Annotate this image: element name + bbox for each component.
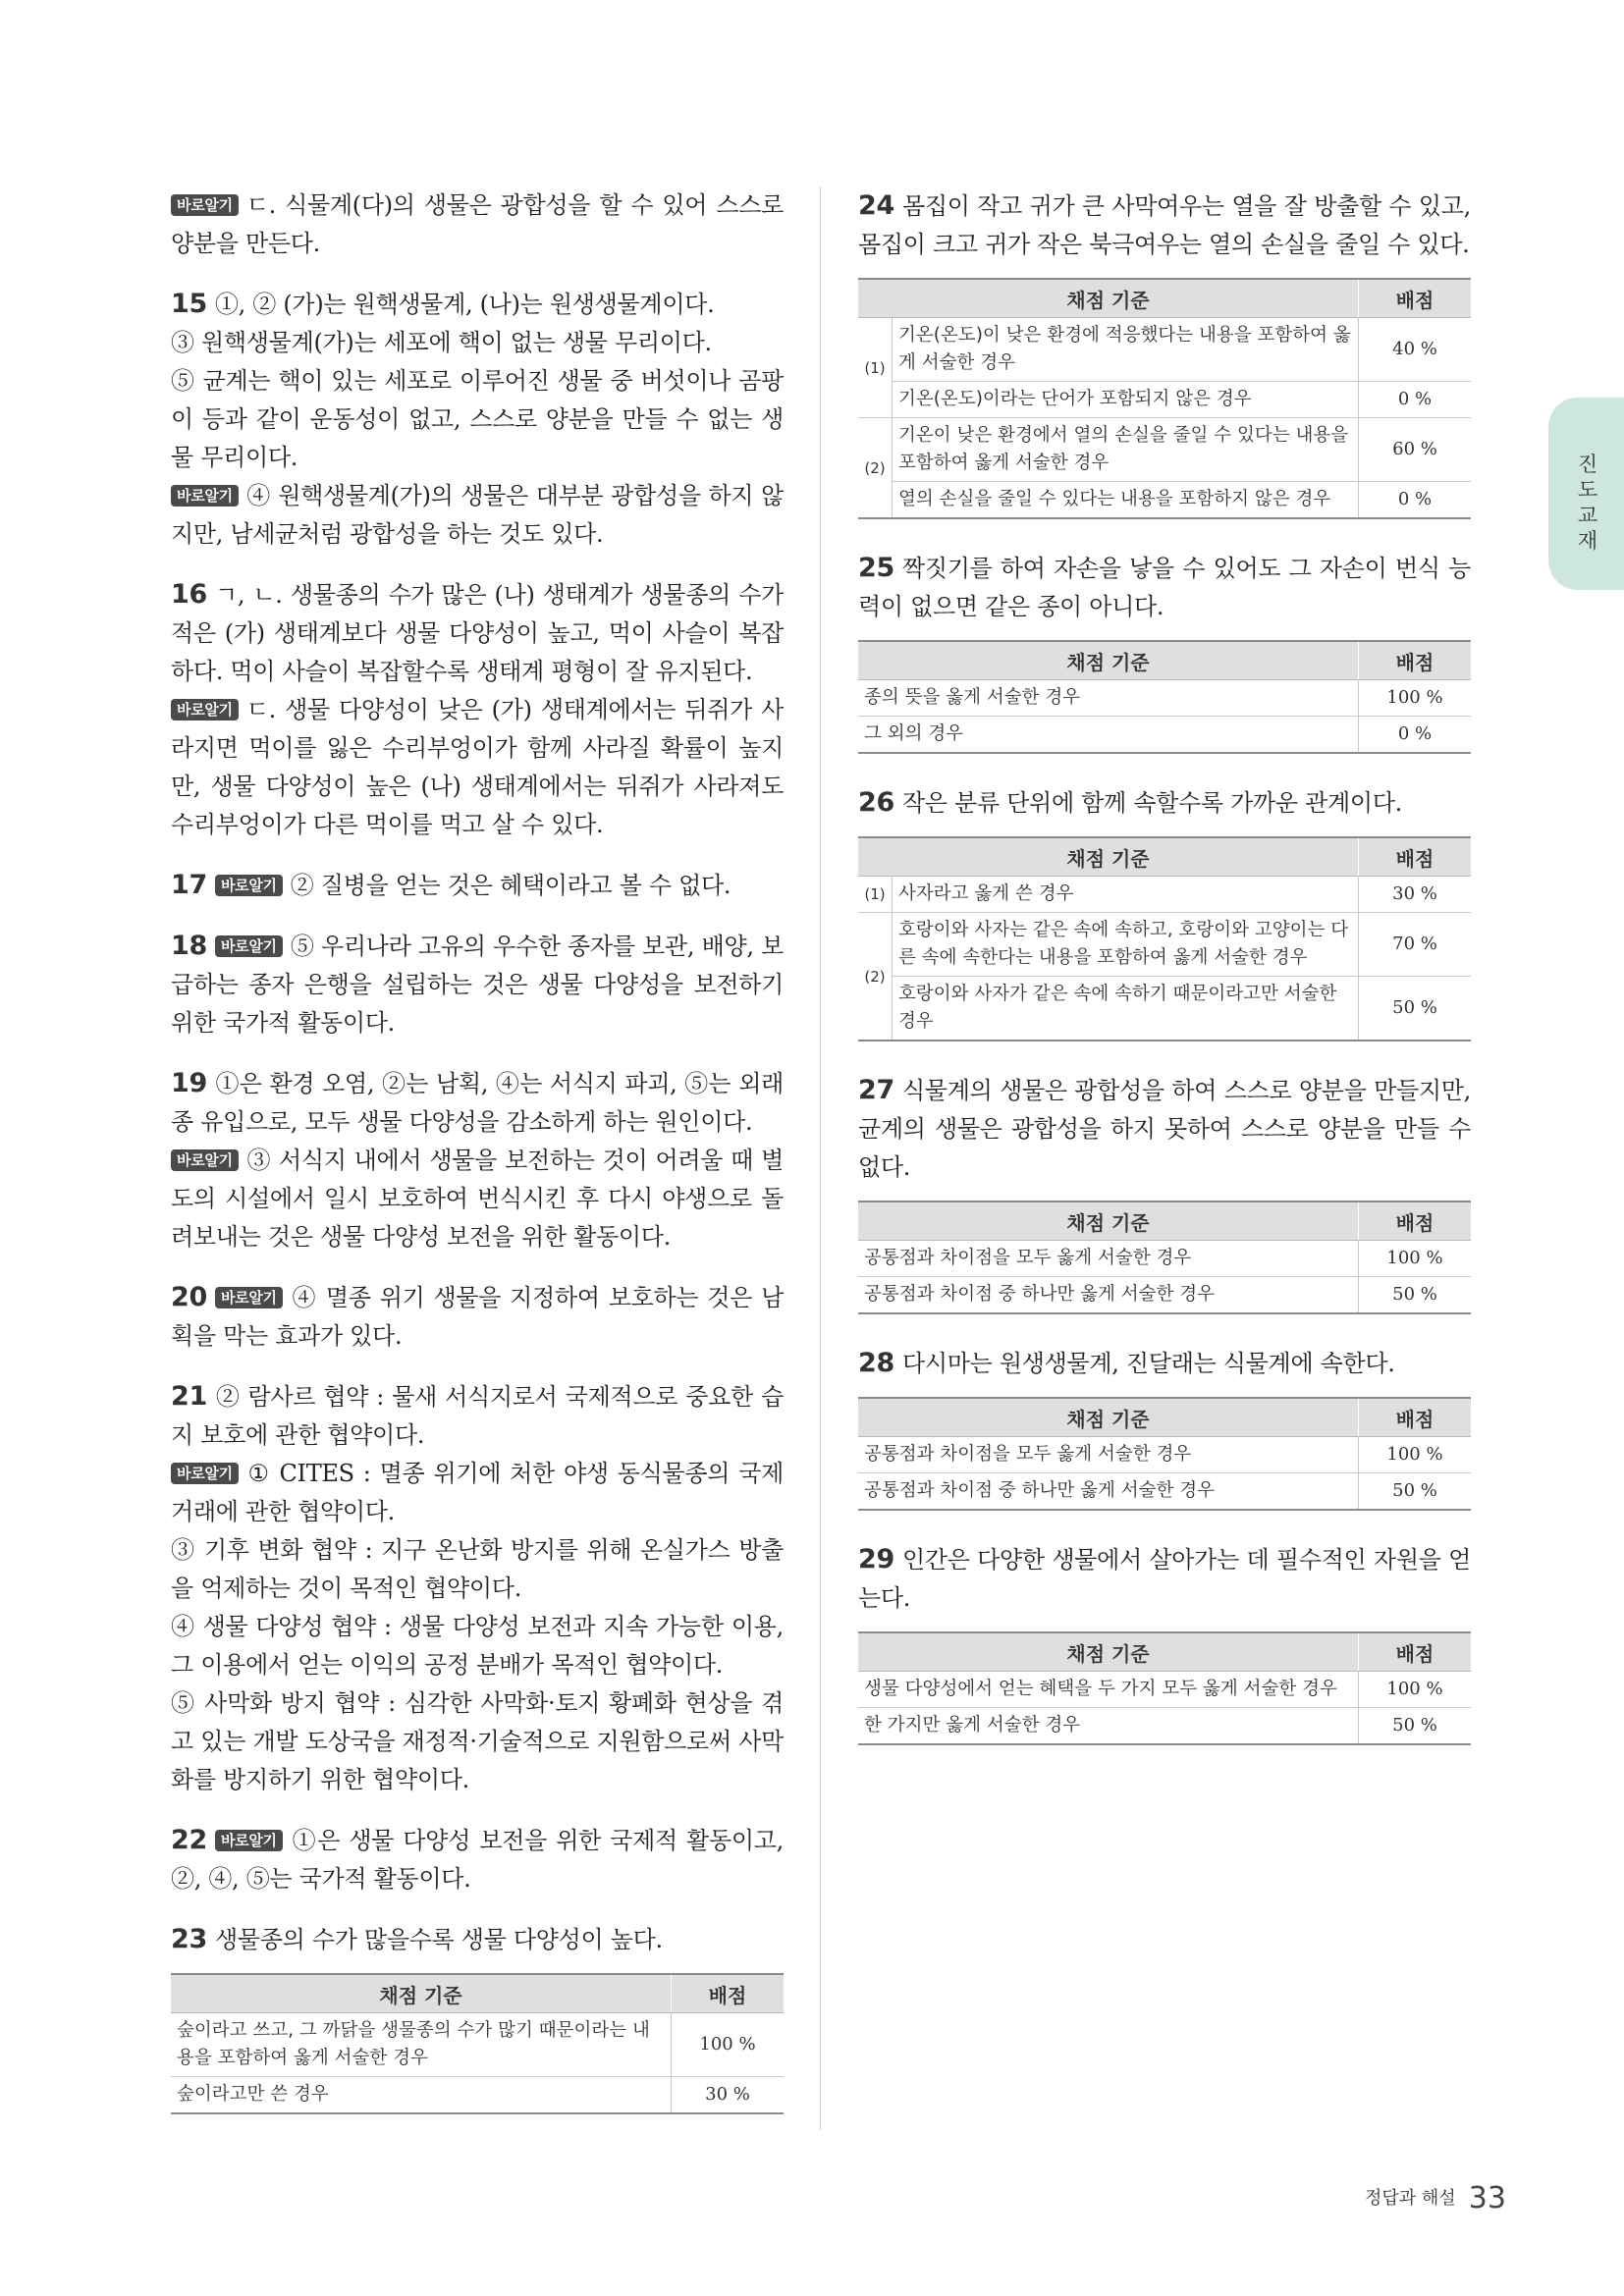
answer-20: 20 바로알기 ④ 멸종 위기 생물을 지정하여 보호하는 것은 남획을 막는 효과가 있다. <box>171 1282 784 1350</box>
side-tab-label: 진도 교재 <box>1577 453 1598 553</box>
scoring-table-28: 채점 기준 배점 공통점과 차이점을 모두 옳게 서술한 경우 100 % 공통점과 차이점 중 하나만 옳게 서술한 경우 50 % <box>858 1397 1471 1511</box>
question-number: 23 <box>171 1924 207 1954</box>
answer-23: 23 생물종의 수가 많을수록 생물 다양성이 높다. 채점 기준 배점 숲이라고 쓰고, 그 까닭을 생물종의 수가 많기 때문이라는 내용을 포함하여 옳게 서술한 경우 100 % 숲이라고만 쓴 경우 30 % <box>171 1920 784 2114</box>
table-row: 한 가지만 옳게 서술한 경우 50 % <box>858 1708 1471 1745</box>
left-column <box>171 187 784 2144</box>
table-row: 공통점과 차이점을 모두 옳게 서술한 경우 100 % <box>858 1437 1471 1473</box>
answer-22: 22 바로알기 ①은 생물 다양성 보전을 위한 국제적 활동이고, ②, ④, ⑤는 국가적 활동이다. <box>171 1825 784 1893</box>
answer-27: 27 식물계의 생물은 광합성을 하여 스스로 양분을 만들지만, 균계의 생물은 광합성을 하지 못하여 스스로 양분을 만들 수 없다. 채점 기준 배점 공통점과 차이점을 모두 옳게 서술한 경우 100 % 공통점과 차이점 중 하나만 옳게 서술한 경우 50 % <box>858 1071 1471 1314</box>
answer-25: 25 짝짓기를 하여 자손을 낳을 수 있어도 그 자손이 번식 능력이 없으면 같은 종이 아니다. 채점 기준 배점 종의 뜻을 옳게 서술한 경우 100 % 그 외의 경우 0 % <box>858 549 1471 754</box>
baro-badge: 바로알기 <box>171 485 239 507</box>
question-number: 27 <box>858 1075 894 1105</box>
answer-15: 15 ①, ② (가)는 원핵생물계, (나)는 원생생물계이다. ③ 원핵생물계(가)는 세포에 핵이 없는 생물 무리이다. ⑤ 균계는 핵이 있는 세포로 이루어진 생물 중 버섯이나 곰팡이 등과 같이 운동성이 없고, 스스로 양분을 만들 수 없는 생물 무리이다. 바로알기 ④ 원핵생물계(가)의 생물은 대부분 광합성을 하지 않지만, 남세균처럼 광합성을 하는 것도 있다. <box>171 289 784 548</box>
question-number: 18 <box>171 931 207 961</box>
table-row: 공통점과 차이점을 모두 옳게 서술한 경우 100 % <box>858 1241 1471 1277</box>
baro-badge: 바로알기 <box>215 935 283 957</box>
scoring-table-27: 채점 기준 배점 공통점과 차이점을 모두 옳게 서술한 경우 100 % 공통점과 차이점 중 하나만 옳게 서술한 경우 50 % <box>858 1201 1471 1314</box>
answer-29: 29 인간은 다양한 생물에서 살아가는 데 필수적인 자원을 얻는다. 채점 기준 배점 생물 다양성에서 얻는 혜택을 두 가지 모두 옳게 서술한 경우 100 % 한 가지만 옳게 서술한 경우 50 % <box>858 1540 1471 1745</box>
question-number: 21 <box>171 1381 207 1412</box>
baro-badge: 바로알기 <box>215 1830 283 1851</box>
table-row: 공통점과 차이점 중 하나만 옳게 서술한 경우 50 % <box>858 1277 1471 1314</box>
scoring-table-23: 채점 기준 배점 숲이라고 쓰고, 그 까닭을 생물종의 수가 많기 때문이라는 내용을 포함하여 옳게 서술한 경우 100 % 숲이라고만 쓴 경우 30 % <box>171 1973 784 2114</box>
question-number: 20 <box>171 1282 207 1312</box>
answer-28: 28 다시마는 원생생물계, 진달래는 식물계에 속한다. 채점 기준 배점 공통점과 차이점을 모두 옳게 서술한 경우 100 % 공통점과 차이점 중 하나만 옳게 서술한 경우 50 % <box>858 1344 1471 1511</box>
table-row: (1) 사자라고 옳게 쓴 경우 30 % <box>858 877 1471 913</box>
table-row: 숲이라고만 쓴 경우 30 % <box>171 2077 784 2114</box>
baro-badge: 바로알기 <box>215 875 283 896</box>
answer-24: 24 몸집이 작고 귀가 큰 사막여우는 열을 잘 방출할 수 있고, 몸집이 크고 귀가 작은 북극여우는 열의 손실을 줄일 수 있다. 채점 기준 배점 (1) 기온(온도)이 낮은 환경에 적응했다는 내용을 포함하여 옳게 서술한 경우 40 % 기온(온도)이라는 단어가 포함되지 않은 경우 0 % (2) 기온이 낮은 환경에서 열의 손실을 줄일 수 있다는 내용을 포함하여 옳게 서술한 경우 60 % 열의 손실을 줄일 수 있다는 내용을 포함하지 않은 경우 0 % <box>858 187 1471 519</box>
question-number: 16 <box>171 579 207 610</box>
footer-label: 정답과 해설 <box>1365 2188 1456 2209</box>
answer-18: 18 바로알기 ⑤ 우리나라 고유의 우수한 종자를 보관, 배양, 보급하는 종자 은행을 설립하는 것은 생물 다양성을 보전하기 위한 국가적 활동이다. <box>171 931 784 1037</box>
side-tab[interactable] <box>1548 398 1624 590</box>
table-row: 숲이라고 쓰고, 그 까닭을 생물종의 수가 많기 때문이라는 내용을 포함하여 옳게 서술한 경우 100 % <box>171 2013 784 2077</box>
answer-17: 17 바로알기 ② 질병을 얻는 것은 혜택이라고 볼 수 없다. <box>171 870 731 900</box>
answer-21: 21 ② 람사르 협약 : 물새 서식지로서 국제적으로 중요한 습지 보호에 관한 협약이다. 바로알기 ① CITES : 멸종 위기에 처한 야생 동식물종의 국제 거래에 관한 협약이다. ③ 기후 변화 협약 : 지구 온난화 방지를 위해 온실가스 방출을 억제하는 것이 목적인 협약이다. ④ 생물 다양성 협약 : 생물 다양성 보전과 지속 가능한 이용, 그 이용에서 얻는 이익의 공정 분배가 목적인 협약이다. ⑤ 사막화 방지 협약 : 심각한 사막화·토지 황폐화 현상을 겪고 있는 개발 도상국을 재정적·기술적으로 지원함으로써 사막화를 방지하기 위한 협약이다. <box>171 1381 784 1793</box>
question-number: 26 <box>858 787 894 818</box>
right-column <box>858 187 1471 1775</box>
scoring-table-29: 채점 기준 배점 생물 다양성에서 얻는 혜택을 두 가지 모두 옳게 서술한 경우 100 % 한 가지만 옳게 서술한 경우 50 % <box>858 1631 1471 1745</box>
question-number: 19 <box>171 1068 207 1098</box>
question-number: 29 <box>858 1544 894 1575</box>
column-divider <box>820 187 821 2130</box>
scoring-table-25: 채점 기준 배점 종의 뜻을 옳게 서술한 경우 100 % 그 외의 경우 0 % <box>858 640 1471 754</box>
answer-pre: 바로알기 ㄷ. 식물계(다)의 생물은 광합성을 할 수 있어 스스로 양분을 만든다. <box>171 191 784 257</box>
table-row: 기온(온도)이라는 단어가 포함되지 않은 경우 0 % <box>858 382 1471 418</box>
table-row: (1) 기온(온도)이 낮은 환경에 적응했다는 내용을 포함하여 옳게 서술한 경우 40 % <box>858 318 1471 382</box>
baro-badge: 바로알기 <box>215 1287 283 1308</box>
table-row: 그 외의 경우 0 % <box>858 717 1471 754</box>
question-number: 25 <box>858 553 894 583</box>
scoring-table-24: 채점 기준 배점 (1) 기온(온도)이 낮은 환경에 적응했다는 내용을 포함하여 옳게 서술한 경우 40 % 기온(온도)이라는 단어가 포함되지 않은 경우 0 % (2) 기온이 낮은 환경에서 열의 손실을 줄일 수 있다는 내용을 포함하여 옳게 서술한 경우 60 % 열의 손실을 줄일 수 있다는 내용을 포함하지 않은 경우 0 % <box>858 278 1471 519</box>
answer-16: 16 ㄱ, ㄴ. 생물종의 수가 많은 (나) 생태계가 생물종의 수가 적은 (가) 생태계보다 생물 다양성이 높고, 먹이 사슬이 복잡하다. 먹이 사슬이 복잡할수록 생태계 평형이 잘 유지된다. 바로알기 ㄷ. 생물 다양성이 낮은 (가) 생태계에서는 뒤쥐가 사라지면 먹이를 잃은 수리부엉이가 함께 사라질 확률이 높지만, 생물 다양성이 높은 (나) 생태계에서는 뒤쥐가 사라져도 수리부엉이가 다른 먹이를 먹고 살 수 있다. <box>171 579 784 838</box>
question-number: 15 <box>171 289 207 319</box>
table-row: 생물 다양성에서 얻는 혜택을 두 가지 모두 옳게 서술한 경우 100 % <box>858 1672 1471 1708</box>
table-row: 종의 뜻을 옳게 서술한 경우 100 % <box>858 680 1471 717</box>
page-footer <box>1365 2181 1506 2216</box>
table-row: 열의 손실을 줄일 수 있다는 내용을 포함하지 않은 경우 0 % <box>858 482 1471 519</box>
scoring-table-26: 채점 기준 배점 (1) 사자라고 옳게 쓴 경우 30 % (2) 호랑이와 사자는 같은 속에 속하고, 호랑이와 고양이는 다른 속에 속한다는 내용을 포함하여 옳게 서술한 경우 70 % 호랑이와 사자가 같은 속에 속하기 때문이라고만 서술한 경우 50 % <box>858 836 1471 1041</box>
question-number: 17 <box>171 870 207 900</box>
baro-badge: 바로알기 <box>171 699 239 721</box>
table-row: 호랑이와 사자가 같은 속에 속하기 때문이라고만 서술한 경우 50 % <box>858 977 1471 1041</box>
question-number: 28 <box>858 1348 894 1378</box>
table-row: (2) 호랑이와 사자는 같은 속에 속하고, 호랑이와 고양이는 다른 속에 속한다는 내용을 포함하여 옳게 서술한 경우 70 % <box>858 913 1471 977</box>
baro-badge: 바로알기 <box>171 194 239 216</box>
question-number: 22 <box>171 1825 207 1855</box>
baro-badge: 바로알기 <box>171 1463 239 1484</box>
page-number: 33 <box>1468 2181 1506 2216</box>
answer-19: 19 ①은 환경 오염, ②는 남획, ④는 서식지 파괴, ⑤는 외래종 유입으로, 모두 생물 다양성을 감소하게 하는 원인이다. 바로알기 ③ 서식지 내에서 생물을 보전하는 것이 어려울 때 별도의 시설에서 일시 보호하여 번식시킨 후 다시 야생으로 돌려보내는 것은 생물 다양성 보전을 위한 활동이다. <box>171 1068 784 1251</box>
table-row: 공통점과 차이점 중 하나만 옳게 서술한 경우 50 % <box>858 1473 1471 1511</box>
table-row: (2) 기온이 낮은 환경에서 열의 손실을 줄일 수 있다는 내용을 포함하여 옳게 서술한 경우 60 % <box>858 418 1471 482</box>
question-number: 24 <box>858 190 894 221</box>
baro-badge: 바로알기 <box>171 1149 239 1171</box>
answer-26: 26 작은 분류 단위에 함께 속할수록 가까운 관계이다. 채점 기준 배점 (1) 사자라고 옳게 쓴 경우 30 % (2) 호랑이와 사자는 같은 속에 속하고, 호랑이와 고양이는 다른 속에 속한다는 내용을 포함하여 옳게 서술한 경우 70 % 호랑이와 사자가 같은 속에 속하기 때문이라고만 서술한 경우 50 % <box>858 783 1471 1041</box>
